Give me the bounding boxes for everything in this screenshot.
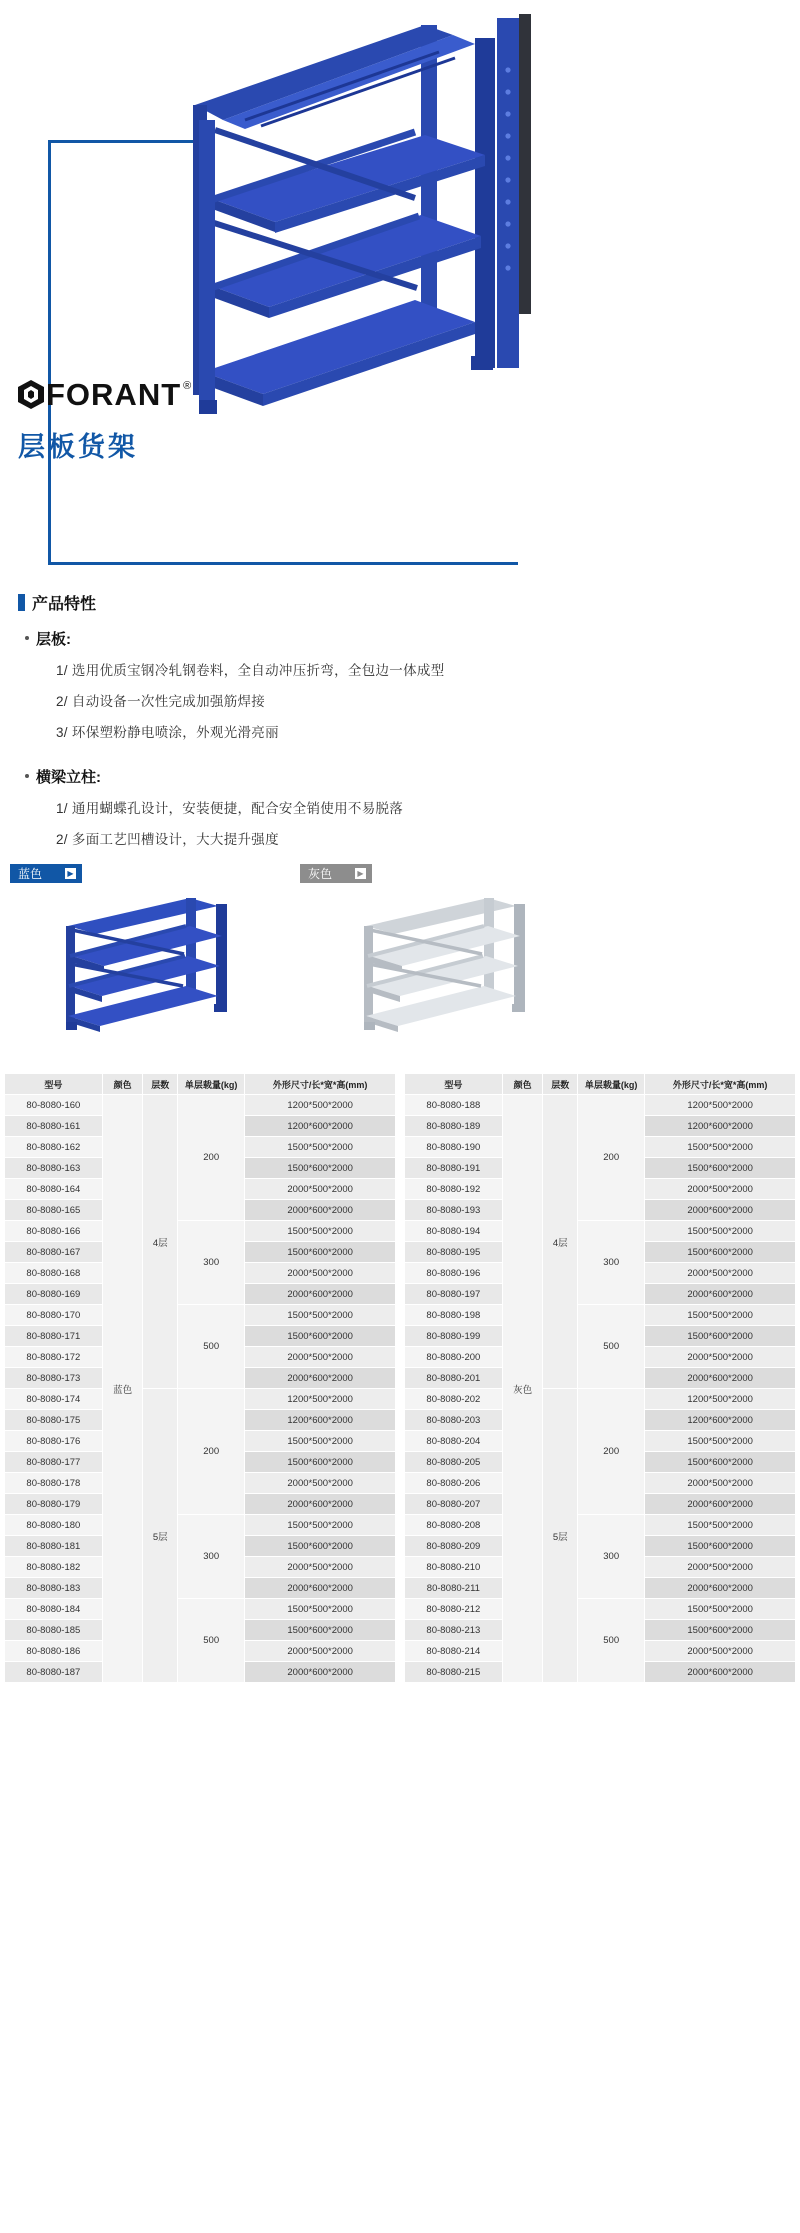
cell-dimension: 2000*500*2000: [245, 1557, 396, 1578]
cell-model: 80-8080-215: [405, 1662, 503, 1683]
hero-section: [0, 0, 800, 585]
cell-model: 80-8080-191: [405, 1158, 503, 1179]
cell-dimension: 1200*600*2000: [245, 1410, 396, 1431]
hero-product-image: [175, 0, 585, 540]
cell-model: 80-8080-190: [405, 1137, 503, 1158]
feature-group-label-0: 层板:: [36, 628, 800, 649]
table-row: [5, 1515, 396, 1536]
cell-model: 80-8080-172: [5, 1347, 103, 1368]
cell-model: 80-8080-203: [405, 1410, 503, 1431]
cell-dimension: 1200*600*2000: [645, 1410, 796, 1431]
cell-dimension: 2000*500*2000: [645, 1473, 796, 1494]
color-tab-blue-label: 蓝色: [18, 867, 43, 881]
table-row: [5, 1389, 396, 1410]
bullet-dot-icon: [25, 636, 29, 640]
cell-dimension: 1500*500*2000: [245, 1305, 396, 1326]
cell-dimension: 1200*500*2000: [645, 1095, 796, 1116]
cell-dimension: 1500*600*2000: [245, 1620, 396, 1641]
cell-model: 80-8080-196: [405, 1263, 503, 1284]
cell-model: 80-8080-200: [405, 1347, 503, 1368]
cell-model: 80-8080-209: [405, 1536, 503, 1557]
spec-table-blue: [4, 1073, 396, 1683]
cell-dimension: 2000*500*2000: [245, 1473, 396, 1494]
cell-dimension: 2000*600*2000: [645, 1662, 796, 1683]
cell-model: 80-8080-186: [5, 1641, 103, 1662]
spec-table-body: [5, 1095, 396, 1683]
table-header-row: [405, 1074, 796, 1095]
color-tab-grey[interactable]: [300, 864, 372, 883]
spec-table-body: [405, 1095, 796, 1683]
cell-load: 500: [178, 1305, 245, 1389]
variant-image-blue: [50, 886, 300, 1051]
cell-model: 80-8080-193: [405, 1200, 503, 1221]
cell-dimension: 2000*600*2000: [645, 1368, 796, 1389]
cell-model: 80-8080-194: [405, 1221, 503, 1242]
cell-model: 80-8080-165: [5, 1200, 103, 1221]
page-title: 层板货架: [18, 432, 138, 462]
cell-load: 500: [178, 1599, 245, 1683]
cell-dimension: 2000*600*2000: [245, 1662, 396, 1683]
brand-name: FORANT: [46, 377, 182, 412]
table-row: [405, 1221, 796, 1242]
cell-load: 500: [578, 1599, 645, 1683]
cell-model: 80-8080-184: [5, 1599, 103, 1620]
cell-model: 80-8080-162: [5, 1137, 103, 1158]
cell-model: 80-8080-211: [405, 1578, 503, 1599]
cell-dimension: 2000*500*2000: [645, 1641, 796, 1662]
cell-tiers: 4层: [143, 1095, 178, 1389]
feature-item: 1/ 通用蝴蝶孔设计，安装便捷，配合安全销使用不易脱落: [56, 801, 404, 816]
cell-model: 80-8080-189: [405, 1116, 503, 1137]
cell-dimension: 2000*500*2000: [645, 1179, 796, 1200]
cell-dimension: 1500*500*2000: [645, 1137, 796, 1158]
bullet-dot-icon: [25, 774, 29, 778]
cell-model: 80-8080-204: [405, 1431, 503, 1452]
cell-load: 300: [578, 1515, 645, 1599]
cell-model: 80-8080-180: [5, 1515, 103, 1536]
feature-item: 2/ 自动设备一次性完成加强筋焊接: [56, 694, 266, 709]
cell-dimension: 2000*600*2000: [245, 1494, 396, 1515]
cell-load: 300: [578, 1221, 645, 1305]
table-row: [405, 1389, 796, 1410]
cell-dimension: 1500*600*2000: [645, 1452, 796, 1473]
cell-model: 80-8080-208: [405, 1515, 503, 1536]
table-row: [5, 1599, 396, 1620]
cell-model: 80-8080-214: [405, 1641, 503, 1662]
cell-tiers: 5层: [543, 1389, 578, 1683]
cell-load: 300: [178, 1221, 245, 1305]
cell-model: 80-8080-164: [5, 1179, 103, 1200]
cell-model: 80-8080-177: [5, 1452, 103, 1473]
col-load: 单层载量(kg): [578, 1074, 645, 1095]
cell-dimension: 1500*500*2000: [245, 1431, 396, 1452]
cell-model: 80-8080-197: [405, 1284, 503, 1305]
table-row: [5, 1095, 396, 1116]
col-model: 型号: [5, 1074, 103, 1095]
cell-load: 200: [178, 1095, 245, 1221]
cell-dimension: 1500*500*2000: [245, 1599, 396, 1620]
col-color: 颜色: [102, 1074, 143, 1095]
cell-model: 80-8080-187: [5, 1662, 103, 1683]
cell-dimension: 2000*500*2000: [245, 1347, 396, 1368]
cell-dimension: 2000*600*2000: [645, 1284, 796, 1305]
cell-dimension: 1500*500*2000: [245, 1515, 396, 1536]
cell-dimension: 2000*600*2000: [645, 1578, 796, 1599]
features-section: [0, 585, 800, 848]
cell-tiers: 4层: [543, 1095, 578, 1389]
cell-dimension: 1500*500*2000: [645, 1431, 796, 1452]
cell-model: 80-8080-210: [405, 1557, 503, 1578]
col-dim: 外形尺寸/长*宽*高(mm): [645, 1074, 796, 1095]
table-row: [405, 1305, 796, 1326]
cell-model: 80-8080-176: [5, 1431, 103, 1452]
cell-tiers: 5层: [143, 1389, 178, 1683]
cell-dimension: 1200*600*2000: [245, 1116, 396, 1137]
cell-model: 80-8080-213: [405, 1620, 503, 1641]
cell-model: 80-8080-183: [5, 1578, 103, 1599]
cell-load: 200: [178, 1389, 245, 1515]
col-tiers: 层数: [543, 1074, 578, 1095]
cell-model: 80-8080-178: [5, 1473, 103, 1494]
cell-dimension: 1500*600*2000: [645, 1326, 796, 1347]
cell-model: 80-8080-175: [5, 1410, 103, 1431]
cell-dimension: 1500*600*2000: [245, 1158, 396, 1179]
cell-dimension: 1200*600*2000: [645, 1116, 796, 1137]
cell-load: 200: [578, 1095, 645, 1221]
cell-model: 80-8080-170: [5, 1305, 103, 1326]
col-tiers: 层数: [143, 1074, 178, 1095]
cell-model: 80-8080-182: [5, 1557, 103, 1578]
cell-model: 80-8080-201: [405, 1368, 503, 1389]
cell-dimension: 1500*600*2000: [245, 1326, 396, 1347]
col-dim: 外形尺寸/长*宽*高(mm): [245, 1074, 396, 1095]
cell-model: 80-8080-163: [5, 1158, 103, 1179]
table-row: [5, 1221, 396, 1242]
cell-dimension: 2000*500*2000: [245, 1179, 396, 1200]
cell-model: 80-8080-166: [5, 1221, 103, 1242]
cell-dimension: 2000*500*2000: [645, 1347, 796, 1368]
cell-model: 80-8080-188: [405, 1095, 503, 1116]
cell-color: 蓝色: [102, 1095, 143, 1683]
cell-model: 80-8080-169: [5, 1284, 103, 1305]
cell-dimension: 1500*600*2000: [645, 1536, 796, 1557]
cell-dimension: 1200*500*2000: [245, 1389, 396, 1410]
cell-model: 80-8080-202: [405, 1389, 503, 1410]
table-row: [5, 1305, 396, 1326]
col-model: 型号: [405, 1074, 503, 1095]
cell-model: 80-8080-173: [5, 1368, 103, 1389]
cell-dimension: 2000*500*2000: [245, 1263, 396, 1284]
feature-group-label-1: 横梁立柱:: [36, 766, 800, 787]
cell-dimension: 1500*500*2000: [645, 1305, 796, 1326]
cell-load: 300: [178, 1515, 245, 1599]
cell-load: 500: [578, 1305, 645, 1389]
col-load: 单层载量(kg): [178, 1074, 245, 1095]
table-row: [405, 1515, 796, 1536]
table-row: [405, 1599, 796, 1620]
cell-dimension: 2000*600*2000: [245, 1284, 396, 1305]
cell-model: 80-8080-212: [405, 1599, 503, 1620]
cell-dimension: 1500*500*2000: [645, 1221, 796, 1242]
forant-hex-icon: [18, 380, 44, 409]
cell-dimension: 1500*600*2000: [645, 1242, 796, 1263]
cell-model: 80-8080-160: [5, 1095, 103, 1116]
col-color: 颜色: [502, 1074, 543, 1095]
cell-dimension: 2000*600*2000: [645, 1494, 796, 1515]
cell-dimension: 1200*500*2000: [645, 1389, 796, 1410]
brand-logo: [18, 377, 192, 464]
cell-model: 80-8080-207: [405, 1494, 503, 1515]
cell-model: 80-8080-205: [405, 1452, 503, 1473]
features-heading: [18, 591, 800, 614]
cell-model: 80-8080-179: [5, 1494, 103, 1515]
cell-model: 80-8080-171: [5, 1326, 103, 1347]
heading-bar-icon: [18, 594, 25, 611]
feature-item: 3/ 环保塑粉静电喷涂，外观光滑亮丽: [56, 725, 279, 740]
cell-model: 80-8080-206: [405, 1473, 503, 1494]
spec-table-grey: [404, 1073, 796, 1683]
features-heading-text: 产品特性: [32, 596, 97, 613]
chevron-right-icon: ▶: [65, 868, 76, 879]
variant-image-grey: [348, 886, 598, 1051]
cell-dimension: 1500*500*2000: [245, 1137, 396, 1158]
spec-tables: [0, 1073, 800, 1683]
cell-model: 80-8080-195: [405, 1242, 503, 1263]
cell-dimension: 2000*600*2000: [245, 1578, 396, 1599]
cell-dimension: 2000*600*2000: [245, 1200, 396, 1221]
color-tab-grey-label: 灰色: [308, 867, 333, 881]
cell-dimension: 2000*500*2000: [245, 1641, 396, 1662]
cell-model: 80-8080-167: [5, 1242, 103, 1263]
feature-item: 1/ 选用优质宝钢冷轧钢卷料，全自动冲压折弯，全包边一体成型: [56, 663, 445, 678]
cell-model: 80-8080-185: [5, 1620, 103, 1641]
cell-dimension: 1500*500*2000: [645, 1515, 796, 1536]
cell-load: 200: [578, 1389, 645, 1515]
cell-dimension: 1500*600*2000: [245, 1452, 396, 1473]
color-tab-blue[interactable]: [10, 864, 82, 883]
cell-model: 80-8080-161: [5, 1116, 103, 1137]
cell-dimension: 1500*500*2000: [245, 1221, 396, 1242]
registered-mark: ®: [183, 380, 192, 392]
cell-dimension: 2000*500*2000: [645, 1263, 796, 1284]
cell-dimension: 2000*600*2000: [245, 1368, 396, 1389]
cell-dimension: 1500*500*2000: [645, 1599, 796, 1620]
color-variants-section: [0, 864, 800, 1059]
cell-dimension: 1500*600*2000: [645, 1620, 796, 1641]
cell-dimension: 1500*600*2000: [645, 1158, 796, 1179]
cell-dimension: 2000*600*2000: [645, 1200, 796, 1221]
cell-dimension: 2000*500*2000: [645, 1557, 796, 1578]
chevron-right-icon: ▶: [355, 868, 366, 879]
cell-dimension: 1200*500*2000: [245, 1095, 396, 1116]
cell-model: 80-8080-199: [405, 1326, 503, 1347]
cell-model: 80-8080-181: [5, 1536, 103, 1557]
cell-dimension: 1500*600*2000: [245, 1536, 396, 1557]
cell-color: 灰色: [502, 1095, 543, 1683]
table-header-row: [5, 1074, 396, 1095]
cell-dimension: 1500*600*2000: [245, 1242, 396, 1263]
table-row: [405, 1095, 796, 1116]
feature-item: 2/ 多面工艺凹槽设计，大大提升强度: [56, 832, 279, 847]
cell-model: 80-8080-174: [5, 1389, 103, 1410]
cell-model: 80-8080-198: [405, 1305, 503, 1326]
cell-model: 80-8080-192: [405, 1179, 503, 1200]
cell-model: 80-8080-168: [5, 1263, 103, 1284]
